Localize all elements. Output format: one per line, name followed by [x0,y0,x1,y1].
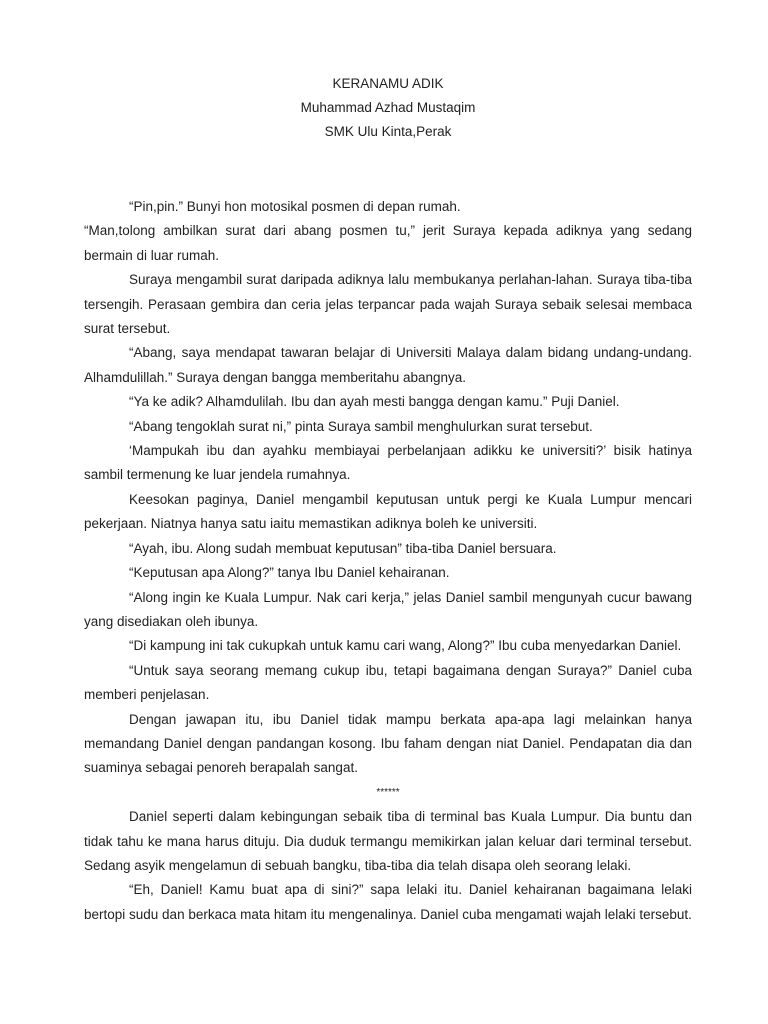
story-paragraph: “Ya ke adik? Alhamdulilah. Ibu dan ayah mesti bangga dengan kamu.” Puji Daniel. [129,394,620,410]
story-title: KERANAMU ADIK [332,76,444,91]
story-paragraph: Suraya mengambil surat daripada adiknya lalu membukanya perlahan-lahan. Suraya tiba-tiba tersengih. Perasaan gembira dan ceria jelas terpancar pada wajah Suraya sebaik selesai membaca surat tersebut. [84,272,692,337]
story-paragraph: “Along ingin ke Kuala Lumpur. Nak cari kerja,” jelas Daniel sambil mengunyah cucur bawang yang disediakan oleh ibunya. [84,589,692,629]
story-paragraph: “Keputusan apa Along?” tanya Ibu Daniel kehairanan. [129,565,450,581]
story-paragraph: Daniel seperti dalam kebingungan sebaik tiba di terminal bas Kuala Lumpur. Dia buntu dan tidak tahu ke mana harus dituju. Dia duduk termangu memikirkan jalan keluar dari terminal tersebut. Sedang asyik mengelamun di sebuah bangku, tiba-tiba dia telah disapa oleh seorang lelaki. [84,809,692,873]
story-paragraph: “Pin,pin.” Bunyi hon motosikal posmen di depan rumah. [129,199,461,214]
story-paragraph: “Untuk saya seorang memang cukup ibu, tetapi bagaimana dengan Suraya?” Daniel cuba memberi penjelasan. [84,662,692,703]
story-paragraph: Keesokan paginya, Daniel mengambil keputusan untuk pergi ke Kuala Lumpur mencari pekerjaan. Niatnya hanya satu iaitu memastikan adiknya boleh ke universiti. [84,491,692,532]
story-paragraph: “Di kampung ini tak cukupkah untuk kamu cari wang, Along?” Ibu cuba menyedarkan Daniel. [129,638,682,654]
story-paragraph: “Abang tengoklah surat ni,” pinta Suraya sambil menghulurkan surat tersebut. [129,418,593,434]
story-paragraph: “Ayah, ibu. Along sudah membuat keputusan” tiba-tiba Daniel bersuara. [129,540,557,556]
author-name: Muhammad Azhad Mustaqim [300,100,476,115]
school-name: SMK Ulu Kinta,Perak [324,124,452,139]
document-header [84,72,692,144]
story-paragraph: ‘Mampukah ibu dan ayahku membiayai perbelanjaan adikku ke universiti?’ bisik hatinya sambil termenung ke luar jendela rumahnya. [84,443,692,483]
story-paragraph: “Abang, saya mendapat tawaran belajar di Universiti Malaya dalam bidang undang-undang. Alhamdulillah.” Suraya dengan bangga memberitahu abangnya. [84,345,692,385]
story-paragraph: “Man,tolong ambilkan surat dari abang posmen tu,” jerit Suraya kepada adiknya yang sedang bermain di luar rumah. [84,223,692,263]
story-body [84,195,692,927]
story-paragraph: Dengan jawapan itu, ibu Daniel tidak mampu berkata apa-apa lagi melainkan hanya memandang Daniel dengan pandangan kosong. Ibu faham dengan niat Daniel. Pendapatan dia dan suaminya sebagai penoreh berapalah sangat. [84,711,692,776]
story-paragraph: “Eh, Daniel! Kamu buat apa di sini?” sapa lelaki itu. Daniel kehairanan bagaimana lelaki bertopi sudu dan berkaca mata hitam itu mengenalinya. Daniel cuba mengamati wajah lelaki tersebut. [84,882,692,922]
section-separator: ****** [376,786,400,798]
